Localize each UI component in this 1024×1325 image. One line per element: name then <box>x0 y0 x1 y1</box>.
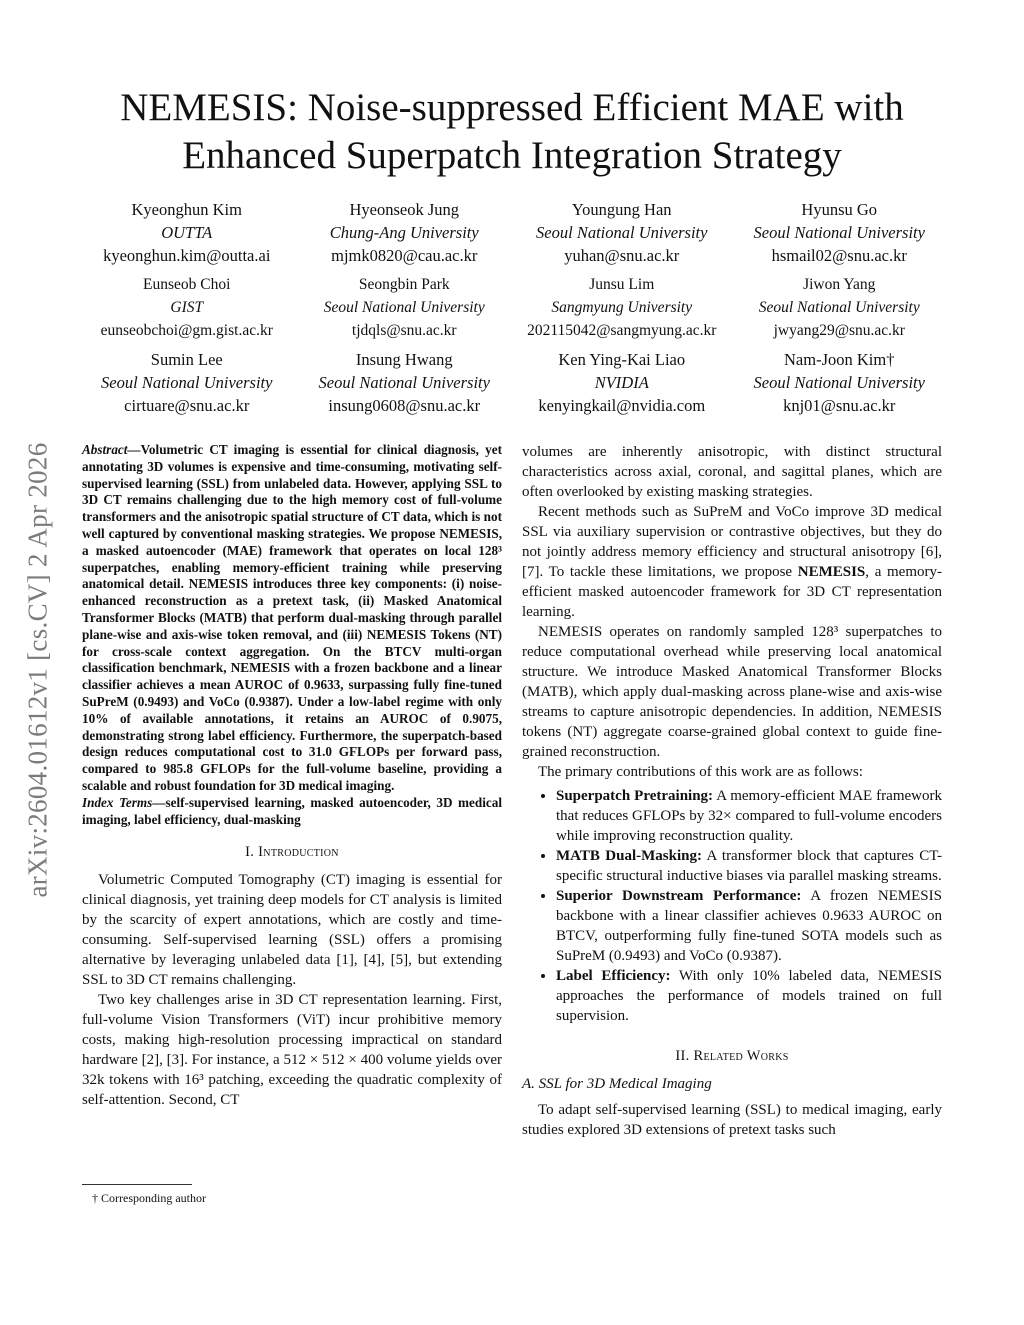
bullet-heading: Superpatch Pretraining: <box>556 788 714 804</box>
list-item <box>556 886 942 966</box>
contributions-list <box>522 786 942 1026</box>
author <box>296 198 514 267</box>
author-name: Insung Hwang <box>355 350 453 369</box>
paragraph: volumes are inherently anisotropic, with distinct structural characteristics across axial, coronal, and sagittal planes, which are often overlooked by existing masking strategies. <box>522 444 942 500</box>
author <box>296 273 514 342</box>
author-email: 202115042@sangmyung.ac.kr <box>527 322 717 339</box>
author-email: hsmail02@snu.ac.kr <box>771 246 907 265</box>
bullet-text: A frozen NEMESIS backbone with a linear classifier achieves 0.9633 AUROC on BTCV, outperforming fully fine-tuned SOTA models such as SuPreM (0.9493) and VoCo (0.9387). <box>556 888 942 964</box>
author-email: cirtuare@snu.ac.kr <box>124 396 250 415</box>
bullet-text: A transformer block that captures CT-specific structural inductive biases via parallel masking streams. <box>556 848 942 884</box>
footnote-rule <box>82 1184 192 1185</box>
list-item <box>556 786 942 846</box>
bullet-heading: Superior Downstream Performance: <box>556 888 802 904</box>
author-row <box>78 348 948 417</box>
abstract-label: Abstract— <box>82 442 141 457</box>
author-affiliation: Seoul National University <box>323 299 485 316</box>
author-email: jwyang29@snu.ac.kr <box>773 322 905 339</box>
author <box>731 273 949 342</box>
footnote-text: † Corresponding author <box>92 1191 206 1205</box>
list-item <box>556 846 942 886</box>
paragraph <box>522 502 942 622</box>
bullet-heading: Label Efficiency: <box>556 968 671 984</box>
author-email: mjmk0820@cau.ac.kr <box>331 246 478 265</box>
abstract <box>82 442 502 795</box>
section-title: Introduction <box>258 844 339 861</box>
author-name: Youngung Han <box>571 200 672 219</box>
author-email: knj01@snu.ac.kr <box>783 396 896 415</box>
paragraph-text: , a memory-efficient masked autoencoder framework for 3D CT representation learning. <box>522 564 942 620</box>
bullet-text: With only 10% labeled data, NEMESIS approaches the performance of models trained on full supervision. <box>556 968 942 1024</box>
author-affiliation: Seoul National University <box>758 299 920 316</box>
author-affiliation: Chung-Ang University <box>329 223 479 242</box>
author <box>513 348 731 417</box>
arxiv-identifier-sidebar <box>14 380 62 960</box>
author-row <box>78 198 948 267</box>
section-title: Related Works <box>693 1048 789 1064</box>
author-email: kyeonghun.kim@outta.ai <box>103 246 271 265</box>
author-name: Jiwon Yang <box>803 276 876 293</box>
author-name: Eunseob Choi <box>143 276 231 293</box>
author-row <box>78 273 948 342</box>
paragraph-text: Recent methods such as SuPreM and VoCo improve 3D medical SSL via auxiliary supervision or contrastive objectives, but they do not jointly address memory efficiency and structural anisotropy [6], [7]. To tackle these limitations, we propose <box>522 504 942 580</box>
author-email: kenyingkail@nvidia.com <box>538 396 706 415</box>
index-terms-label: Index Terms <box>82 794 153 810</box>
author-block <box>78 198 948 423</box>
author <box>78 348 296 417</box>
author <box>296 348 514 417</box>
author-name: Junsu Lim <box>589 276 655 293</box>
arxiv-identifier: arXiv:2604.01612v1 [cs.CV] 2 Apr 2026 <box>22 442 53 898</box>
author-affiliation: Seoul National University <box>536 223 708 242</box>
paragraph: NEMESIS operates on randomly sampled 128³ superpatches to reduce computational overhead while preserving local anatomical structure. We introduce Masked Anatomical Transformer Blocks (MATB), which apply dual-masking across plane-wise and axis-wise streams to capture anisotropic dependencies. In addition, NEMESIS tokens (NT) aggregate coarse-grained global context to guide fine-grained reconstruction. <box>522 624 942 760</box>
section-number: II. <box>675 1048 690 1064</box>
author <box>731 198 949 267</box>
left-column <box>82 442 502 1110</box>
index-terms <box>82 795 502 829</box>
bullet-heading: MATB Dual-Masking: <box>556 848 702 864</box>
author-name: Kyeonghun Kim <box>131 200 242 219</box>
paper-title <box>60 84 964 180</box>
author-email: yuhan@snu.ac.kr <box>564 246 680 265</box>
right-column <box>522 442 942 1140</box>
author <box>78 273 296 342</box>
bullet-text: A memory-efficient MAE framework that reduces GFLOPs by 32× compared to full-volume encoders while improving reconstruction quality. <box>556 788 942 844</box>
author-email: insung0608@snu.ac.kr <box>328 396 481 415</box>
author-email: eunseobchoi@gm.gist.ac.kr <box>100 322 273 339</box>
author-affiliation: Seoul National University <box>753 373 925 392</box>
author-name: Hyeonseok Jung <box>349 200 460 219</box>
subsection-heading: A. SSL for 3D Medical Imaging <box>522 1076 712 1092</box>
author-name: Nam-Joon Kim† <box>784 350 895 369</box>
author-name: Sumin Lee <box>150 350 223 369</box>
author-affiliation: NVIDIA <box>594 373 649 392</box>
title-line-1: NEMESIS: Noise-suppressed Efficient MAE with <box>120 86 904 129</box>
author-name: Ken Ying-Kai Liao <box>558 350 686 369</box>
author-affiliation: OUTTA <box>161 223 213 242</box>
author <box>513 273 731 342</box>
abstract-text: Volumetric CT imaging is essential for clinical diagnosis, yet annotating 3D volumes is expensive and time-consuming, motivating self-supervised learning (SSL) from unlabeled data. However, applying SSL to 3D CT remains challenging due to the high memory cost of full-volume transformers and the anisotropic spatial structure of CT data, which is not well captured by conventional masking strategies. We propose NEMESIS, a masked autoencoder (MAE) framework that operates on local 128³ superpatches, enabling memory-efficient training while preserving anatomical detail. NEMESIS introduces three key components: (i) noise-enhanced reconstruction as a pretext task, (ii) Masked Anatomical Transformer Blocks (MATB) that perform dual-masking through parallel plane-wise and axis-wise token removal, and (iii) NEMESIS Tokens (NT) for cross-scale context aggregation. On the BTCV multi-organ classification benchmark, NEMESIS with a frozen backbone and a linear classifier achieves a mean AUROC of 0.9633, surpassing fully fine-tuned SuPreM (0.9493) and VoCo (0.9387). Under a low-label regime with only 10% of available annotations, it retains an AUROC of 0.9075, demonstrating strong label efficiency. Furthermore, the superpatch-based design reduces computational cost to 31.0 GFLOPs per forward pass, compared to 985.8 GFLOPs for the full-volume baseline, providing a scalable and robust foundation for 3D medical imaging. <box>82 442 502 793</box>
paragraph: Volumetric Computed Tomography (CT) imaging is essential for clinical diagnosis, yet training deep models for CT analysis is limited by the scarcity of expert annotations, which are costly and time-consuming. Self-supervised learning (SSL) offers a promising alternative by leveraging unlabeled data [1], [4], [5], but extending SSL to 3D CT remains challenging. <box>82 872 502 989</box>
author-affiliation: GIST <box>170 299 204 316</box>
index-terms-text: —self-supervised learning, masked autoencoder, 3D medical imaging, label efficiency, dual-masking <box>82 794 502 827</box>
method-name: NEMESIS <box>797 564 866 580</box>
footnote <box>82 1184 502 1206</box>
section-heading-related-works <box>522 1046 942 1066</box>
section-heading-introduction <box>82 842 502 862</box>
author-name: Hyunsu Go <box>801 200 878 219</box>
author-email: tjdqls@snu.ac.kr <box>351 322 457 339</box>
title-line-2: Enhanced Superpatch Integration Strategy <box>182 134 842 177</box>
list-item <box>556 966 942 1026</box>
author-affiliation: Seoul National University <box>101 373 273 392</box>
section-number: I. <box>245 844 255 861</box>
author-affiliation: Seoul National University <box>753 223 925 242</box>
paragraph: To adapt self-supervised learning (SSL) to medical imaging, early studies explored 3D extensions of pretext tasks such <box>522 1102 942 1138</box>
author <box>78 198 296 267</box>
paragraph: The primary contributions of this work are as follows: <box>538 764 863 780</box>
author-affiliation: Sangmyung University <box>551 299 693 316</box>
author-name: Seongbin Park <box>358 276 450 293</box>
author-affiliation: Seoul National University <box>318 373 490 392</box>
author <box>731 348 949 417</box>
paragraph: Two key challenges arise in 3D CT representation learning. First, full-volume Vision Transformers (ViT) incur prohibitive memory costs, making high-resolution processing impractical on standard hardware [2], [3]. For instance, a 512 × 512 × 400 volume yields over 32k tokens with 16³ patching, exceeding the quadratic complexity of self-attention. Second, CT <box>82 992 502 1109</box>
author <box>513 198 731 267</box>
